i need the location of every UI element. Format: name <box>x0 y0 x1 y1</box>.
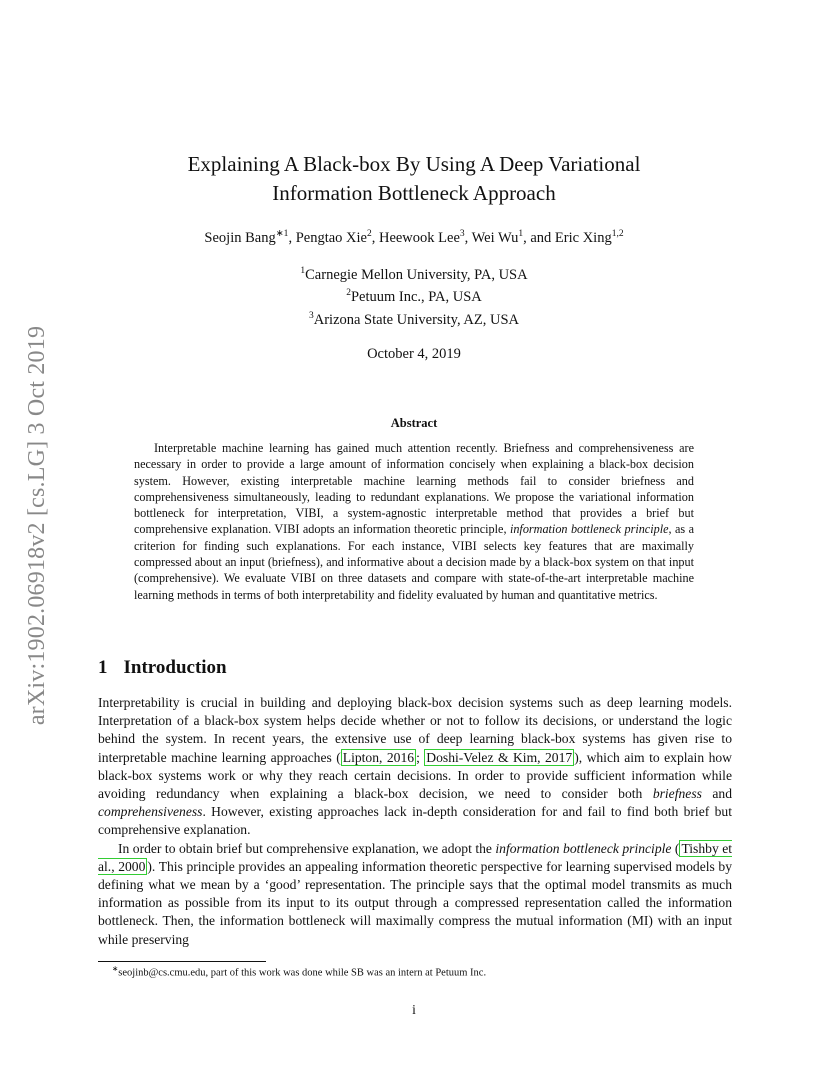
section-heading <box>98 657 227 679</box>
section-title: Introduction <box>123 657 227 678</box>
author: Heewook Lee$^3$, <box>378 229 472 246</box>
affiliation: $^2$Petuum Inc., PA, USA <box>346 288 482 306</box>
page-number: i <box>412 1002 416 1017</box>
citation-link[interactable]: Lipton, 2016 <box>342 749 415 765</box>
title-line-1: Explaining A Black-box By Using A Deep Variational <box>187 152 641 176</box>
paper-title <box>100 150 728 208</box>
footnote <box>112 964 486 979</box>
footnote-mark: ∗ <box>112 964 119 973</box>
affiliation: $^3$Arizona State University, AZ, USA <box>308 310 519 328</box>
citation-link[interactable]: Tishby et al., 2000 <box>98 840 733 874</box>
affiliations <box>100 262 728 329</box>
author: Pengtao Xie$^2$, <box>295 229 379 246</box>
arxiv-id: arXiv:1902.06918v2 [cs.LG] 3 Oct 2019 <box>24 325 51 725</box>
abstract-text: Interpretable machine learning has gained much attention recently. Briefness and comprehensiveness are necessary in order to provide a large amount of information concisely when explaining a black-box decision system. However, existing interpretable machine learning methods fail to consider briefness and comprehensiveness simultaneously, leading to redundant explanations. We propose the variational information bottleneck for interpretation, VIBI, a system-agnostic interpretable method that provides a brief but comprehensive explanation. VIBI adopts an information theoretic principle, information bottleneck principle, as a criterion for finding such explanations. For each instance, VIBI selects key features that are maximally compressed about an input (briefness), and informative about a decision made by a black-box system on that input (comprehensive). We evaluate VIBI on three datasets and compare with state-of-the-art interpretable machine learning methods in terms of both interpretability and fidelity evaluated by human and quantitative metrics. <box>134 441 695 602</box>
citation-link[interactable]: Doshi-Velez & Kim, 2017 <box>426 749 573 765</box>
footnote-text: seojinb@cs.cmu.edu, part of this work was done while SB was an intern at Petuum Inc. <box>118 967 487 979</box>
arxiv-watermark <box>18 295 58 755</box>
author: Eric Xing$^{1,2}$ <box>554 229 624 246</box>
paper-date: October 4, 2019 <box>367 346 461 362</box>
section-number: 1 <box>98 657 108 678</box>
title-line-2: Information Bottleneck Approach <box>272 181 556 205</box>
footnote-rule <box>98 961 266 962</box>
affiliation: $^1$Carnegie Mellon University, PA, USA <box>300 266 528 283</box>
author-list <box>100 228 728 247</box>
paragraph: Interpretability is crucial in building and deploying black-box decision systems such as deep learning models. Interpretation of a black-box system helps decide whether or not to follow its decisions, or understand the logic behind the system. In recent years, the extensive use of deep learning black-box systems has given rise to interpretable machine learning approaches ( Lipton, 2016 ; Doshi-Velez & Kim, 2017 ), which aim to explain how black-box systems work or why they reach certain decisions. In order to provide sufficient information while avoiding redundancy when explaining a black-box decision, we need to consider both briefness and comprehensiveness. However, existing approaches lack in-depth consideration for and fail to find both brief but comprehensive explanation. <box>98 695 733 838</box>
paragraph: In order to obtain brief but comprehensive explanation, we adopt the information bottleneck principle ( Tishby et al., 2000 ). This principle provides an appealing information theoretic perspective for learning supervised models by defining what we mean by a ‘good’ representation. The principle says that the optimal model transmits as much information as possible from its input to its output through a compressed representation called the information bottleneck. Then, the information bottleneck will maximally compress the mutual information (MI) with an input while preserving <box>98 840 733 947</box>
author: Wei Wu$^1$, and <box>471 229 555 246</box>
intro-body <box>98 694 732 949</box>
abstract-heading: Abstract <box>390 416 438 430</box>
author: Seojin Bang$^{∗1}$, <box>204 229 296 246</box>
